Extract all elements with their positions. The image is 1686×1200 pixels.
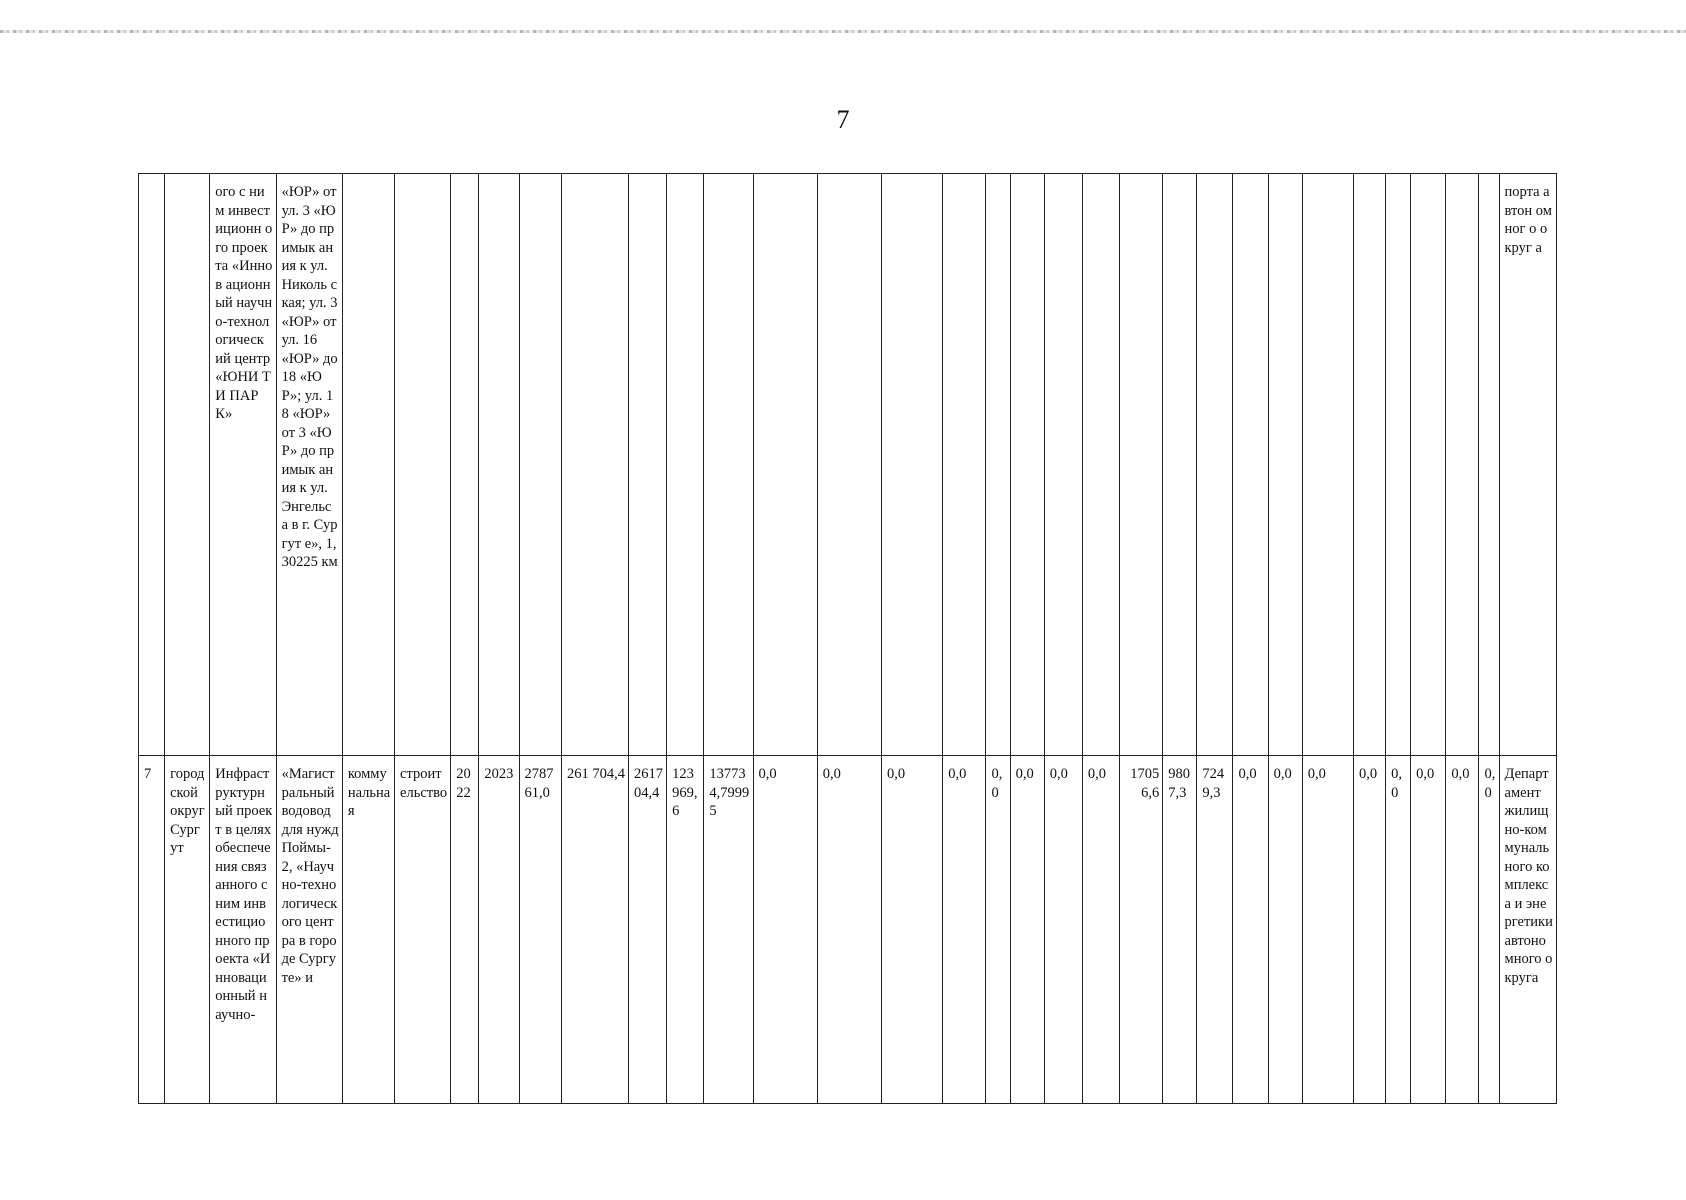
cell-value: 7249,3 bbox=[1197, 756, 1233, 1104]
cell-work-type: строительство bbox=[395, 756, 451, 1104]
cell bbox=[667, 174, 704, 756]
cell bbox=[1268, 174, 1302, 756]
cell-value: 137734,79995 bbox=[704, 756, 753, 1104]
cell bbox=[451, 174, 479, 756]
cell bbox=[1353, 174, 1385, 756]
cell-value: 261 704,4 bbox=[561, 756, 628, 1104]
cell bbox=[1386, 174, 1411, 756]
cell-value: 0,0 bbox=[1302, 756, 1353, 1104]
table-row bbox=[139, 174, 1557, 756]
cell-value: 0,0 bbox=[753, 756, 817, 1104]
cell bbox=[1010, 174, 1044, 756]
cell bbox=[1302, 174, 1353, 756]
cell bbox=[1082, 174, 1119, 756]
cell bbox=[1197, 174, 1233, 756]
cell-value: 0,0 bbox=[817, 756, 881, 1104]
cell-value: 278761,0 bbox=[519, 756, 561, 1104]
cell-value: 17056,6 bbox=[1120, 756, 1163, 1104]
cell bbox=[1120, 174, 1163, 756]
cell bbox=[1411, 174, 1446, 756]
cell-project: Инфраструктурный проект в целях обеспечения связанного с ним инвестиционного проекта «Инновационный научно- bbox=[210, 756, 276, 1104]
cell-end-year: 2023 bbox=[479, 756, 519, 1104]
cell-value: 0,0 bbox=[943, 756, 986, 1104]
cell bbox=[1446, 174, 1479, 756]
cell bbox=[1479, 174, 1499, 756]
cell bbox=[882, 174, 943, 756]
scan-edge bbox=[0, 30, 1686, 33]
cell bbox=[519, 174, 561, 756]
cell-object: «Магистральный водовод для нужд Поймы-2, «Научно-технологического центра в городе Сургуте» и bbox=[276, 756, 342, 1104]
cell-ownership: коммунальная bbox=[342, 756, 394, 1104]
cell-value: 0,0 bbox=[1010, 756, 1044, 1104]
cell bbox=[1163, 174, 1197, 756]
cell-value: 0,0 bbox=[1386, 756, 1411, 1104]
cell-value: 0,0 bbox=[882, 756, 943, 1104]
cell bbox=[561, 174, 628, 756]
cell-object-continued: «ЮР» от ул. 3 «ЮР» до примык ания к ул. Николь ская; ул. 3 «ЮР» от ул. 16 «ЮР» до 18 «ЮР»; ул. 18 «ЮР» от 3 «ЮР» до примык ания к ул. Энгельс а в г. Сургут е», 1,30225 км bbox=[276, 174, 342, 756]
cell-row-number: 7 bbox=[139, 756, 165, 1104]
cell-value: 123969,6 bbox=[667, 756, 704, 1104]
table-row bbox=[139, 756, 1557, 1104]
cell bbox=[986, 174, 1010, 756]
cell bbox=[139, 174, 165, 756]
cell bbox=[943, 174, 986, 756]
cell-value: 9807,3 bbox=[1163, 756, 1197, 1104]
cell-responsible: Департамент жилищно-коммунального комплекса и энергетики автономного округа bbox=[1499, 756, 1556, 1104]
cell-value: 0,0 bbox=[1044, 756, 1082, 1104]
cell-value: 0,0 bbox=[1082, 756, 1119, 1104]
cell bbox=[753, 174, 817, 756]
cell bbox=[165, 174, 210, 756]
cell-value: 0,0 bbox=[1446, 756, 1479, 1104]
page-number: 7 bbox=[836, 105, 850, 134]
cell-value: 0,0 bbox=[1479, 756, 1499, 1104]
cell-value: 261704,4 bbox=[629, 756, 667, 1104]
cell-value: 0,0 bbox=[1411, 756, 1446, 1104]
cell-value: 0,0 bbox=[1268, 756, 1302, 1104]
cell-value: 0,0 bbox=[986, 756, 1010, 1104]
cell bbox=[704, 174, 753, 756]
cell bbox=[817, 174, 881, 756]
cell bbox=[395, 174, 451, 756]
cell-project-continued: ого с ним инвест иционн ого проекта «Иннов ационн ый научно-технол огическ ий центр «ЮНИ ТИ ПАРК» bbox=[210, 174, 276, 756]
cell-value: 0,0 bbox=[1233, 756, 1268, 1104]
cell bbox=[1233, 174, 1268, 756]
cell-municipality: городской округ Сургут bbox=[165, 756, 210, 1104]
cell bbox=[1044, 174, 1082, 756]
cell-value: 0,0 bbox=[1353, 756, 1385, 1104]
cell bbox=[479, 174, 519, 756]
cell bbox=[629, 174, 667, 756]
cell bbox=[342, 174, 394, 756]
cell-start-year: 2022 bbox=[451, 756, 479, 1104]
investment-table bbox=[138, 173, 1557, 1104]
cell-responsible-continued: порта автон омног о округ а bbox=[1499, 174, 1556, 756]
